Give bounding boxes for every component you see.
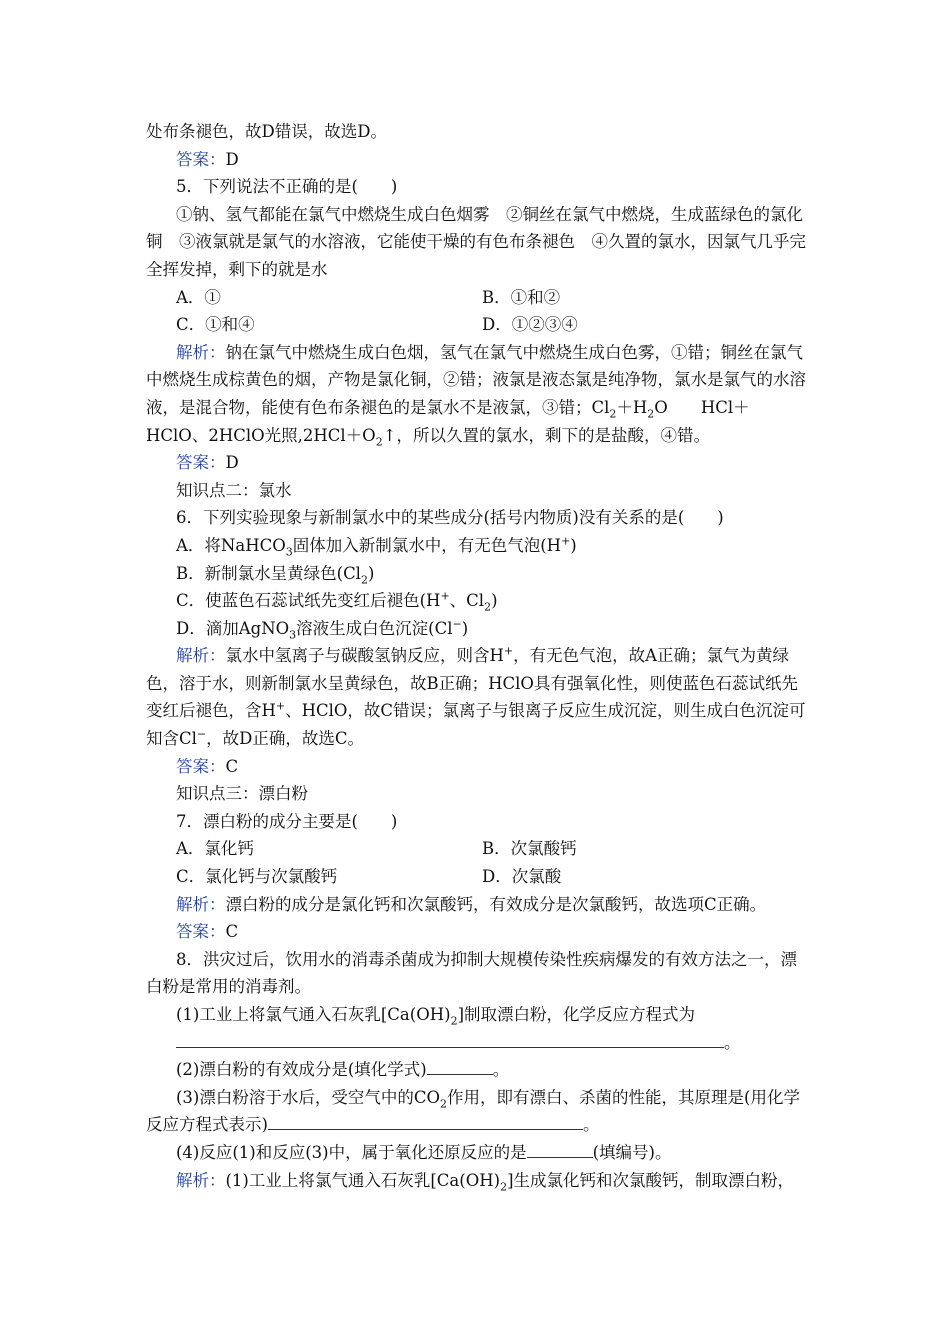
question-8-part-1: (1)工业上将氯气通入石灰乳$[Ca(OH)_2]$制取漂白粉，化学反应方程式为 — [176, 1005, 695, 1028]
option-d: D．次氯酸 — [482, 867, 562, 887]
question-8-part-3: (3)漂白粉溶于水后，受空气中的$CO_2$作用，即有漂白、杀菌的性能，其原理是(用化学反应方程式表示) 。 — [146, 1087, 800, 1135]
question-7-options-row-1 — [146, 835, 811, 863]
question-5-options-row-1 — [146, 284, 811, 312]
answer-line: 答案：C — [176, 922, 239, 942]
question-5: 5．下列说法不正确的是( ) — [176, 177, 398, 197]
question-6: 6．下列实验现象与新制氯水中的某些成分(括号内物质)没有关系的是( ) — [176, 508, 724, 528]
option-b: B．①和② — [482, 287, 561, 307]
option-a: A．① — [176, 287, 221, 307]
option-c: C．氯化钙与次氯酸钙 — [176, 867, 338, 887]
question-7: 7．漂白粉的成分主要是( ) — [176, 811, 398, 831]
answer-blank[interactable] — [176, 1029, 724, 1048]
question-6-option-b: B．新制氯水呈黄绿色$(Cl_2)$ — [176, 563, 375, 586]
analysis-8: 解析：(1)工业上将氯气通入石灰乳$[Ca(OH)_2]$生成氯化钙和次氯酸钙，制取漂白粉， — [176, 1170, 794, 1193]
question-5-statements: ①钠、氢气都能在氯气中燃烧生成白色烟雾 ②铜丝在氯气中燃烧，生成蓝绿色的氯化铜 ③液氯就是氯气的水溶液，它能使干燥的有色布条褪色 ④久置的氯水，因氯气几乎完全挥发掉，剩下的就是水 — [146, 204, 806, 279]
answer-blank[interactable] — [427, 1056, 493, 1075]
question-7-options-row-2 — [146, 863, 811, 891]
document-page — [146, 118, 811, 1194]
analysis-5: 解析：钠在氯气中燃烧生成白色烟，氢气在氯气中燃烧生成白色雾，①错；铜丝在氯气中燃烧生成棕黄色的烟，产物是氯化铜，②错；液氯是液态氯是纯净物，氯水是氯气的水溶液，是混合物，能使有色布条褪色的是氯水不是液氯，③错；$Cl_2+H_2O$ HCl＋HClO、2HClO光照$,2HCl+O_2↑$，所以久置的氯水，剩下的是盐酸，④错。 — [146, 342, 806, 448]
question-8-part-2: (2)漂白粉的有效成分是(填化学式) 。 — [146, 1056, 811, 1084]
question-8-part-1-blank: 。 — [146, 1029, 811, 1057]
knowledge-point-3: 知识点三：漂白粉 — [176, 784, 308, 804]
option-b: B．次氯酸钙 — [482, 839, 577, 859]
question-6-option-d: D．滴加AgNO$_3$溶液生成白色沉淀(Cl−) — [176, 617, 469, 641]
answer-blank[interactable] — [527, 1139, 593, 1158]
answer-line: 答案：D — [176, 453, 239, 473]
analysis-7: 解析：漂白粉的成分是氯化钙和次氯酸钙，有效成分是次氯酸钙，故选项C正确。 — [176, 894, 767, 914]
analysis-6: 解析：氯水中氢离子与碳酸氢钠反应，则含H+，有无色气泡，故A正确；氯气为黄绿色，溶于水，则新制氯水呈黄绿色，故B正确；HClO具有强氧化性，则使蓝色石蕊试纸先变红后褪色，含H+、HClO，故C错误；氯离子与银离子反应生成沉淀，则生成白色沉淀可知含Cl−，故D正确，故选C。 — [146, 644, 806, 749]
question-8: 8．洪灾过后，饮用水的消毒杀菌成为抑制大规模传染性疾病爆发的有效方法之一，漂白粉是常用的消毒剂。 — [146, 949, 797, 997]
answer-blank[interactable] — [268, 1111, 583, 1130]
answer-line: 答案：C — [176, 756, 239, 776]
question-6-option-c: C．使蓝色石蕊试纸先变红后褪色(H+、$Cl_2$) — [176, 589, 498, 614]
option-d: D．①②③④ — [482, 315, 578, 335]
question-6-option-a: A．将NaHCO$_3$固体加入新制氯水中，有无色气泡(H+) — [176, 534, 577, 559]
knowledge-point-2: 知识点二：氯水 — [176, 480, 292, 500]
option-c: C．①和④ — [176, 315, 255, 335]
text-line: 处布条褪色，故D错误，故选D。 — [146, 122, 387, 141]
answer-line: 答案：D — [176, 149, 239, 169]
question-5-options-row-2 — [146, 311, 811, 339]
question-8-part-4: (4)反应(1)和反应(3)中，属于氧化还原反应的是 (填编号)。 — [146, 1139, 811, 1167]
option-a: A．氯化钙 — [176, 839, 254, 859]
